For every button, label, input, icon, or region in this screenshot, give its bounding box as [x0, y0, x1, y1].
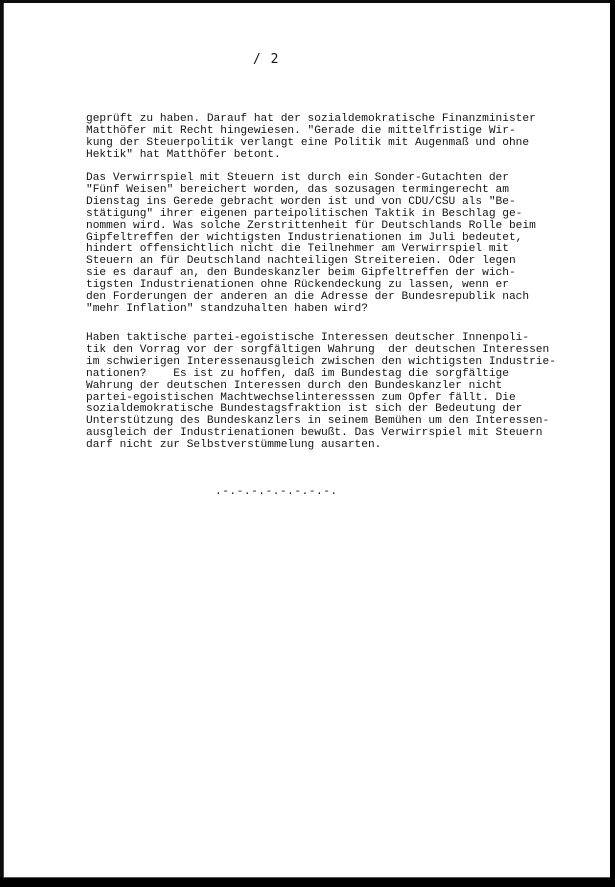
end-separator: .-.-.-.-.-.-.-.-. [215, 486, 338, 498]
paragraph-1: geprüft zu haben. Darauf hat der sozialdemokratische Finanzminister Matthöfer mit Recht hingewiesen. "Gerade die mittelfristige Wir- kung der Steuerpolitik verlangt eine Politik mit Augenmaß und ohne Hektik" hat Matthöfer betont. [86, 113, 536, 161]
scan-edge-bottom [0, 877, 615, 887]
paragraph-3: Haben taktische partei-egoistische Interessen deutscher Innenpoli- tik den Vorrag vor der sorgfältigen Wahrung der deutschen Interessen im schwierigen Interessenausgleich zwischen den wichtigsten Industrie- nationen? Es ist zu hoffen, daß im Bundestag die sorgfältige Wahrung der deutschen Interessen durch den Bundeskanzler nicht partei-egoistischen Machtwechselinteresssen zum Opfer fällt. Die sozialdemokratische Bundestagsfraktion ist sich der Bedeutung der Unterstützung des Bundeskanzlers in seinem Bemühen um den Interessen- ausgleich der Industrienationen bewußt. Das Verwirrspiel mit Steuern darf nicht zur Selbstverstümmelung ausarten. [86, 332, 556, 452]
page-number: / 2 [253, 52, 280, 67]
paragraph-2: Das Verwirrspiel mit Steuern ist durch ein Sonder-Gutachten der "Fünf Weisen" bereichert worden, das sozusagen termingerecht am Dienstag ins Gerede gebracht worden ist und von CDU/CSU als "Be- stätigung" ihrer eigenen parteipolitischen Taktik in Beschlag ge- nommen wird. Was solche Zerstrittenheit für Deutschlands Rolle beim Gipfeltreffen der wichtigsten Industrienationen im Juli bedeutet, hindert offensichtlich nicht die Teilnehmer am Verwirrspiel mit Steuern an für Deutschland nachteiligen Streitereien. Oder legen sie es darauf an, den Bundeskanzler beim Gipfeltreffen der wich- tigsten Industrienationen ohne Rückendeckung zu lassen, wenn er den Forderungen der anderen an die Adresse der Bundesrepublik nach "mehr Inflation" standzuhalten haben wird? [86, 172, 536, 315]
